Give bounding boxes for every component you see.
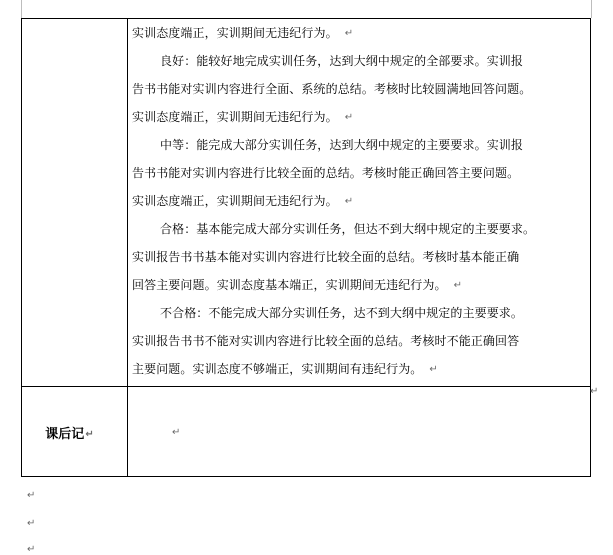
criteria-text: 实训态度端正，实训期间无违纪行为。 xyxy=(132,194,338,208)
criteria-line xyxy=(160,131,587,159)
after-class-notes-label: 课后记↵ xyxy=(45,427,94,442)
criteria-text: 告书书能对实训内容进行比较全面的总结。考核时能正确回答主要问题。 xyxy=(132,166,520,180)
criteria-text: 回答主要问题。实训态度基本端正，实训期间无违纪行为。 xyxy=(132,278,447,292)
left-margin-guide xyxy=(21,0,22,18)
right-margin-guide xyxy=(591,0,592,18)
criteria-text: 实训态度端正，实训期间无违纪行为。 xyxy=(132,26,338,40)
criteria-line xyxy=(132,355,587,383)
paragraph-mark: ↵ xyxy=(344,28,354,39)
criteria-line xyxy=(132,103,587,131)
criteria-text: 合格：基本能完成大部分实训任务，但达不到大纲中规定的主要要求。 xyxy=(160,222,536,236)
criteria-text: 实训报告书书基本能对实训内容进行比较全面的总结。考核时基本能正确 xyxy=(132,250,520,264)
paragraph-mark: ↵ xyxy=(344,112,354,123)
paragraph-mark: ↵ xyxy=(344,196,354,207)
criteria-text: 实训报告书书不能对实训内容进行比较全面的总结。考核时不能正确回答 xyxy=(132,334,520,348)
criteria-line xyxy=(132,243,587,271)
criteria-text: 中等：能完成大部分实训任务，达到大纲中规定的主要要求。实训报 xyxy=(160,138,524,152)
criteria-line xyxy=(132,159,587,187)
criteria-line xyxy=(160,299,587,327)
criteria-line xyxy=(132,271,587,299)
criteria-line xyxy=(132,75,587,103)
paragraph-mark: ↵ xyxy=(85,429,94,440)
blank-paragraph-mark: ↵ xyxy=(27,518,36,529)
criteria-text: 告书书能对实训内容进行全面、系统的总结。考核时比较圆满地回答问题。 xyxy=(132,82,532,96)
paragraph-mark: ↵ xyxy=(453,280,463,291)
criteria-text: 主要问题。实训态度不够端正，实训期间有违纪行为。 xyxy=(132,362,423,376)
empty-cell-paragraph-mark: ↵ xyxy=(172,427,181,438)
blank-paragraph-mark: ↵ xyxy=(27,490,36,501)
paragraph-mark: ↵ xyxy=(429,364,438,375)
criteria-line xyxy=(132,327,587,355)
after-class-notes-label-cell xyxy=(22,387,127,478)
criteria-line xyxy=(132,187,587,215)
row-end-mark: ↵ xyxy=(590,386,599,397)
criteria-text: 良好：能较好地完成实训任务，达到大纲中规定的全部要求。实训报 xyxy=(160,54,524,68)
criteria-line xyxy=(160,215,587,243)
evaluation-table xyxy=(21,18,591,477)
table-column-divider xyxy=(127,19,128,476)
grading-criteria-cell xyxy=(132,19,587,387)
criteria-text: 实训态度端正，实训期间无违纪行为。 xyxy=(132,110,338,124)
criteria-line xyxy=(132,19,587,47)
blank-paragraph-mark: ↵ xyxy=(27,544,36,555)
criteria-line xyxy=(160,47,587,75)
criteria-text: 不合格：不能完成大部分实训任务，达不到大纲中规定的主要要求。 xyxy=(160,306,524,320)
